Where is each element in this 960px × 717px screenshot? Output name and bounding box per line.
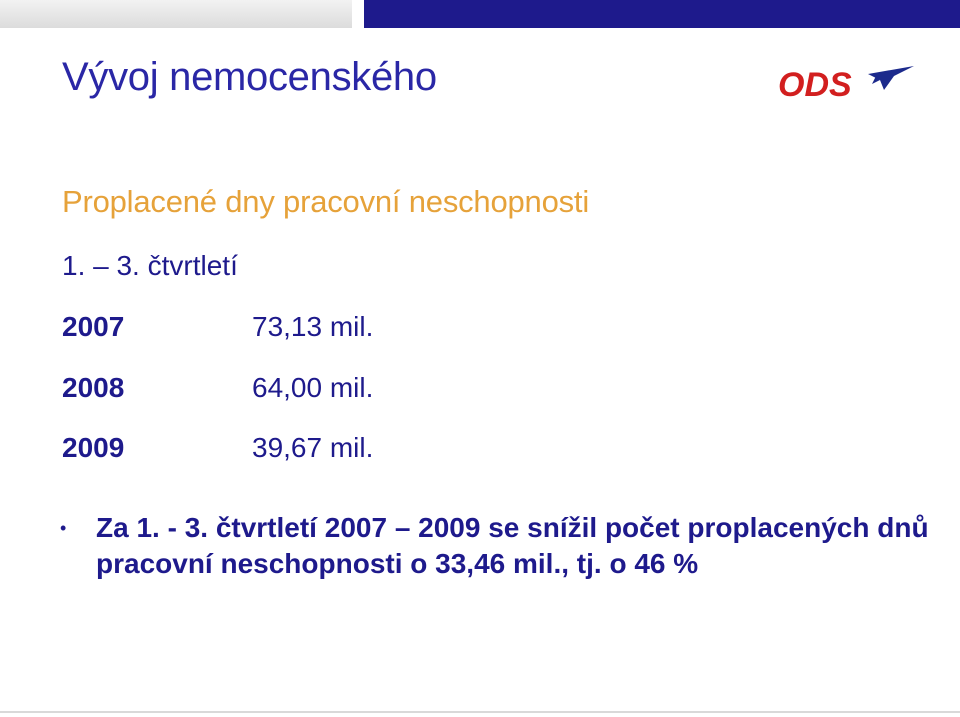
header-bar-gap: [352, 0, 364, 28]
header-bar-light: [0, 0, 352, 28]
header-bar-dark: [364, 0, 960, 28]
ods-logo-graphic: [776, 60, 920, 104]
slide-title: Vývoj nemocenského: [62, 55, 437, 99]
summary-bullet: [60, 510, 940, 582]
subtitle: Proplacené dny pracovní neschopnosti: [62, 184, 590, 219]
ods-logo: [776, 60, 920, 104]
footer-rule: [0, 711, 960, 713]
ods-logo-text: ODS: [778, 66, 852, 104]
bird-icon: [868, 66, 914, 90]
period-label: 1. – 3. čtvrtletí: [62, 250, 238, 281]
row-value-2009: 39,67 mil.: [252, 432, 374, 463]
summary-text: Za 1. - 3. čtvrtletí 2007 – 2009 se snížil počet proplacených dnů pracovní neschopnosti o 33,46 mil., tj. o 46 %: [96, 512, 929, 579]
row-value-2008: 64,00 mil.: [252, 372, 374, 403]
row-year-2007: 2007: [62, 311, 125, 342]
row-value-2007: 73,13 mil.: [252, 311, 374, 342]
row-year-2008: 2008: [62, 372, 125, 403]
row-year-2009: 2009: [62, 432, 125, 463]
bullet-dot-icon: •: [60, 518, 67, 538]
